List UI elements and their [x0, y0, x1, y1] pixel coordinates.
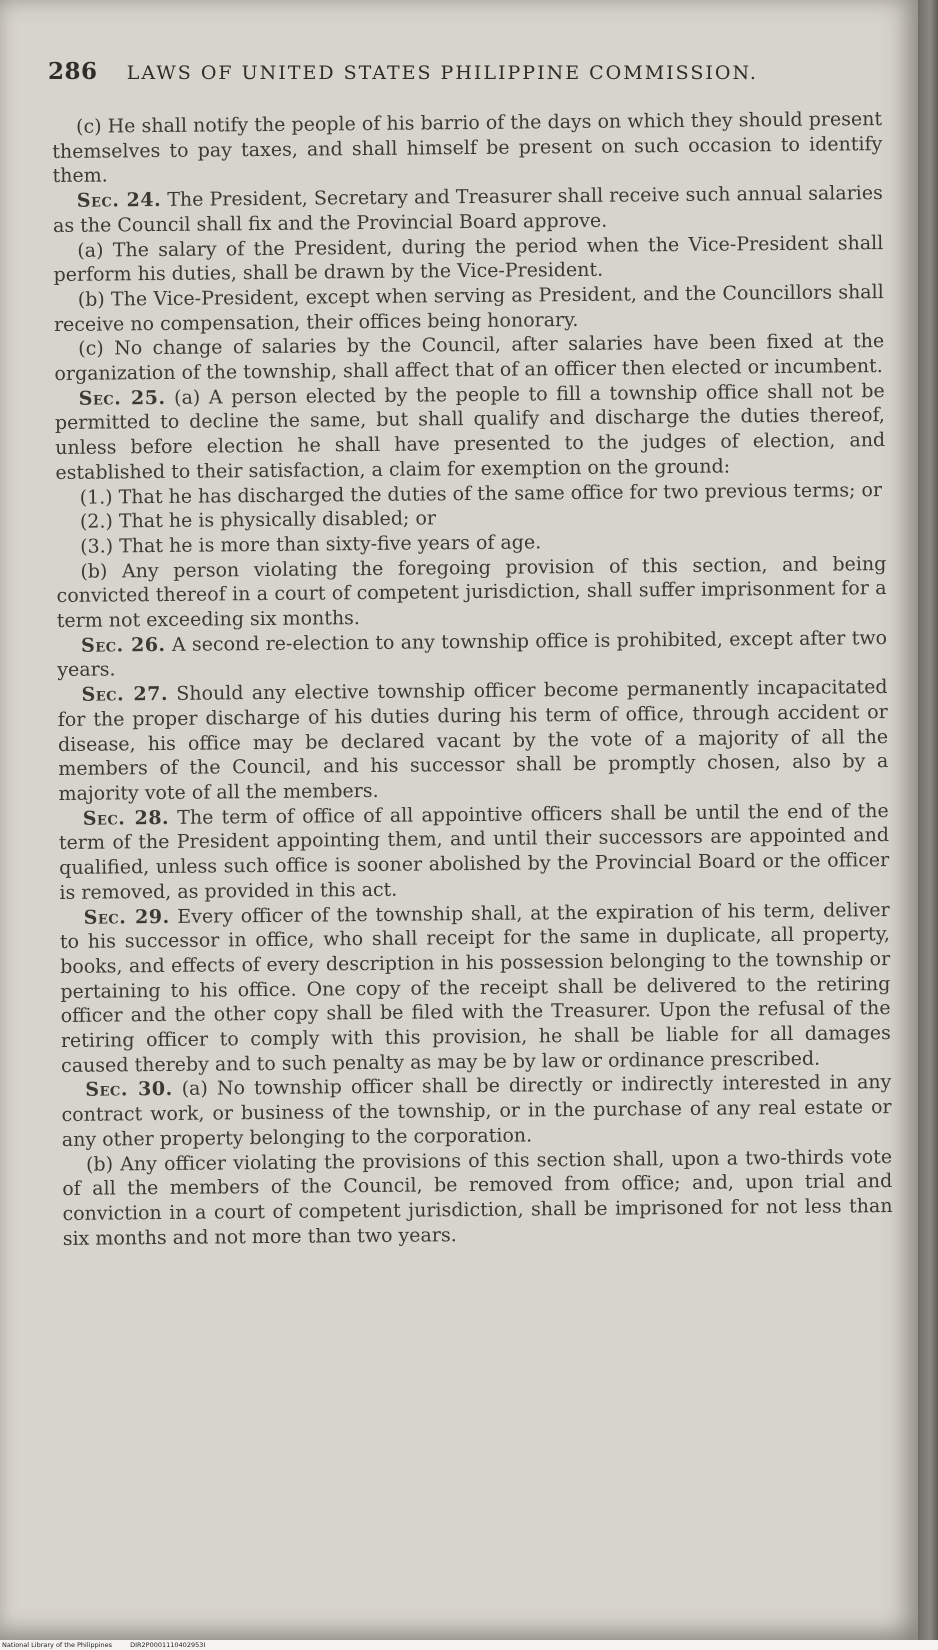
section-paragraph: Sec. 29. Every officer of the township shall, at the expiration of his term, deliver to his successor in office, who shall receipt for the same in duplicate, all property, books, and effects of every description in his possession belonging to the township or pertaining to his office. One copy of the receipt shall be delivered to the retiring officer and the other copy shall be filed with the Treasurer. Upon the refusal of the retiring officer to comply with this provision, he shall be liable for all damages caused thereby and to such penalty as may be by law or ordinance prescribed.: [59, 898, 891, 1077]
paragraph: (b) Any officer violating the provisions of this section shall, upon a two-thirds vote of all the members of the Council, be removed from office; and, upon trial and conviction in a court of competent jurisdiction, shall be imprisoned for not less than six months and not more than two years.: [62, 1145, 893, 1250]
book-binding-edge: [918, 0, 938, 1650]
paragraph: (b) Any person violating the foregoing provision of this section, and being convicted thereof in a court of competent jurisdiction, shall suffer imprisonment for a term not exceeding six months.: [56, 552, 887, 633]
paragraph: (c) No change of salaries by the Council, after salaries have been fixed at the organization of the township, shall affect that of an officer then elected or incumbent.: [54, 330, 885, 386]
section-label: Sec. 30.: [85, 1078, 173, 1102]
section-label: Sec. 26.: [80, 633, 166, 657]
section-label: Sec. 27.: [81, 683, 169, 706]
paragraph: (b) The Vice-President, except when serving as President, and the Councillors shall receive no compensation, their offices being honorary.: [53, 280, 884, 336]
section-paragraph: Sec. 27. Should any elective township officer become permanently incapacitated for the proper discharge of his duties during his term of office, through accident or disease, his office may be declared vacant by the vote of a majority of all the members of the Council, and his successor shall be promptly chosen, also by a majority vote of all the members.: [57, 676, 889, 805]
list-item: (2.) That he is physically disabled; or: [79, 507, 437, 534]
section-paragraph: Sec. 25. (a) A person elected by the people to fill a township office shall not be permitted to decline the same, but shall qualify and discharge the duties thereof, unless before election he shall have presented to the judges of election, and established to their satisfaction, a claim for exemption on the ground:: [54, 379, 886, 484]
page-number: 286: [48, 58, 98, 85]
paragraph: (a) The salary of the President, during the period when the Vice-President shall perform his duties, shall be drawn by the Vice-President.: [53, 231, 884, 287]
page-body: [52, 107, 893, 1251]
section-paragraph: Sec. 26. A second re-election to any township office is prohibited, except after two years.: [57, 626, 888, 682]
section-label: Sec. 24.: [76, 189, 162, 212]
section-label: Sec. 28.: [82, 806, 170, 830]
paragraph: (c) He shall notify the people of his barrio of the days on which they should present themselves to pay taxes, and shall himself be present on such occasion to identify them.: [52, 108, 883, 188]
list-item: (3.) That he is more than sixty-five years of age.: [80, 531, 542, 558]
scan-id: DIR2P0001110402953I: [130, 1641, 206, 1649]
list-item: (1.) That he has discharged the duties of the same office for two previous terms; or: [79, 478, 883, 509]
section-paragraph: Sec. 28. The term of office of all appointive officers shall be until the end of the term of the President appointing them, and until their successors are appointed and qualified, unless such office is sooner abolished by the Provincial Board or the officer is removed, as provided in this act.: [58, 799, 890, 904]
section-paragraph: Sec. 24. The President, Secretary and Treasurer shall receive such annual salaries as the Council shall fix and the Provincial Board approve.: [52, 182, 883, 237]
section-label: Sec. 25.: [78, 386, 166, 410]
running-title: LAWS OF UNITED STATES PHILIPPINE COMMISSION.: [126, 62, 758, 84]
scan-footer: [0, 1640, 938, 1650]
section-paragraph: Sec. 30. (a) No township officer shall be directly or indirectly interested in any contract work, or business of the township, or in the purchase of any real estate or any other property belonging to the corporation.: [61, 1071, 892, 1151]
page-header: [48, 58, 868, 85]
library-credit: National Library of the Philippines: [2, 1641, 113, 1649]
section-label: Sec. 29.: [83, 905, 170, 929]
